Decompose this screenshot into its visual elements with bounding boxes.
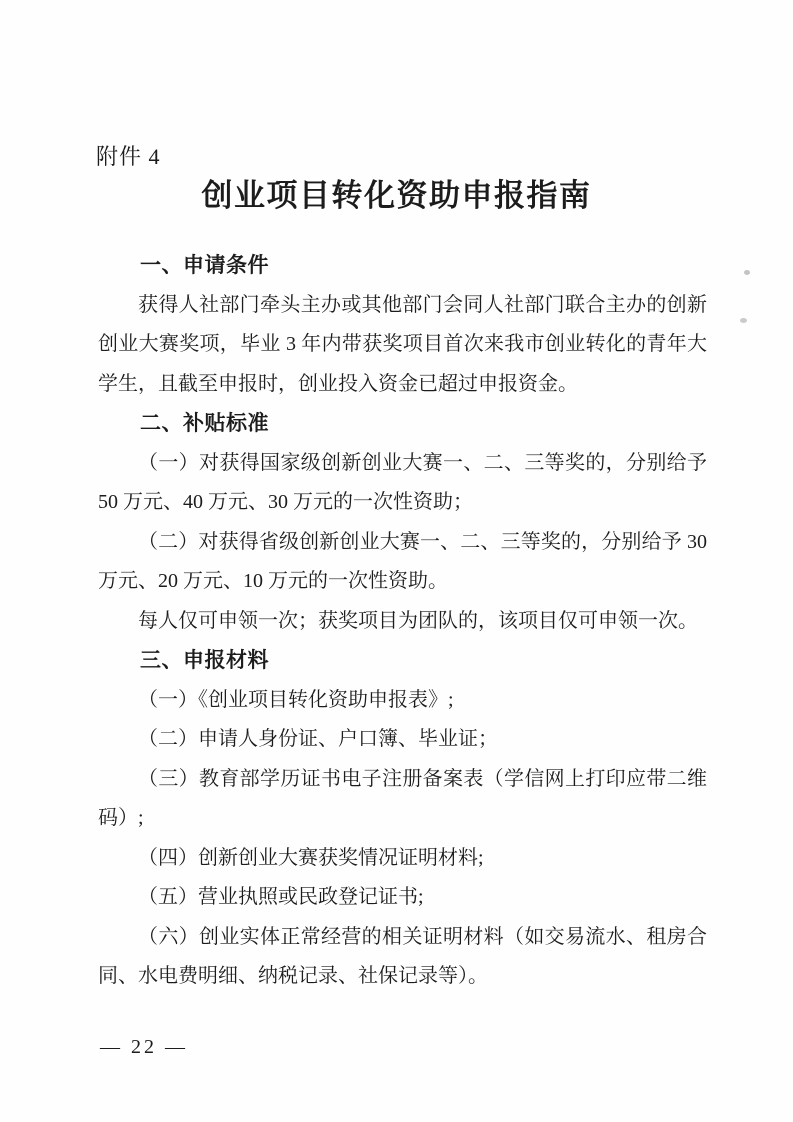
list-item: （六）创业实体正常经营的相关证明材料（如交易流水、租房合同、水电费明细、纳税记录、社保记录等）。	[98, 925, 707, 987]
section-heading-application-materials: 三、申报材料	[140, 649, 269, 672]
attachment-label: 附件 4	[96, 144, 161, 169]
list-item: （三）教育部学历证书电子注册备案表（学信网上打印应带二维码）;	[98, 767, 707, 829]
document-body	[98, 246, 707, 997]
paragraph: （二）对获得省级创新创业大赛一、二、三等奖的，分别给予 30 万元、20 万元、10 万元的一次性资助。	[98, 530, 707, 592]
list-item: （五）营业执照或民政登记证书;	[138, 886, 424, 908]
list-item: （二）申请人身份证、户口簿、毕业证；	[138, 728, 498, 750]
scan-speck	[744, 270, 750, 275]
section-heading-subsidy-standards: 二、补贴标准	[140, 412, 269, 435]
page-number: — 22 —	[100, 1036, 188, 1058]
list-item: （一）《创业项目转化资助申报表》;	[138, 688, 454, 711]
scan-speck	[740, 318, 747, 323]
list-item: （四）创新创业大赛获奖情况证明材料;	[138, 846, 484, 869]
section-heading-application-conditions: 一、申请条件	[140, 254, 269, 277]
paragraph: 每人仅可申领一次；获奖项目为团队的，该项目仅可申领一次。	[138, 609, 698, 632]
page-title: 创业项目转化资助申报指南	[201, 178, 592, 213]
paragraph: （一）对获得国家级创新创业大赛一、二、三等奖的，分别给予 50 万元、40 万元、30 万元的一次性资助；	[98, 451, 707, 513]
paragraph: 获得人社部门牵头主办或其他部门会同人社部门联合主办的创新创业大赛奖项，毕业 3 年内带获奖项目首次来我市创业转化的青年大学生，且截至申报时，创业投入资金已超过申报资金。	[98, 293, 707, 395]
